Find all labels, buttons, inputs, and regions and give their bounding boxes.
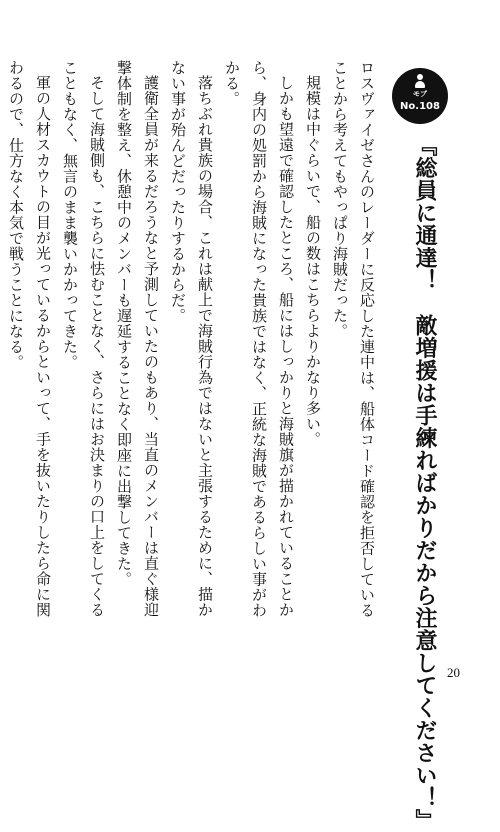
paragraph bbox=[0, 60, 2, 620]
page-number: 20 bbox=[447, 665, 460, 680]
paragraph: 規模は中ぐらいで、船の数はこちらよりかなり多い。 bbox=[304, 75, 322, 447]
person-icon bbox=[415, 74, 425, 88]
paragraph: そして海賊側も、こちらに怯むことなく、さらにはお決まりの口上をしてくることもなく、無言のまま襲いかかってきた。 bbox=[61, 60, 106, 618]
paragraph: しかも望遠で確認したところ、船にはしっかりと海賊旗が描かれていることから、身内の処罰から海賊になった貴族ではなく、正統な海賊であるらしい事がわかる。 bbox=[223, 60, 295, 618]
episode-badge bbox=[392, 68, 448, 124]
paragraph: 落ちぶれ貴族の場合、これは献上で海賊行為ではないと主張するために、描かない事が殆んどだったりするからだ。 bbox=[169, 60, 214, 618]
paragraph: ロスヴァイゼさんのレーダーに反応した連中は、船体コード確認を拒否していることから考えてもやっぱり海賊だった。 bbox=[331, 60, 376, 618]
paragraph: 軍の人材スカウトの目が光っているからといって、手を抜いたりしたら命に関わるので、仕方なく本気で戦うことになる。 bbox=[7, 60, 52, 618]
badge-label-number: No.108 bbox=[400, 101, 440, 112]
paragraph: 護衛全員が来るだろうなと予測していたのもあり、当直のメンバーは直ぐ様迎撃体制を整え、休憩中のメンバーも遅延することなく即座に出撃してきた。 bbox=[115, 60, 160, 618]
badge-label-top: モブ bbox=[413, 90, 427, 98]
body-text bbox=[7, 60, 380, 620]
chapter-title: 『総員に通達！ 敵増援は手練ればかりだから注意してください！』 bbox=[412, 134, 437, 832]
